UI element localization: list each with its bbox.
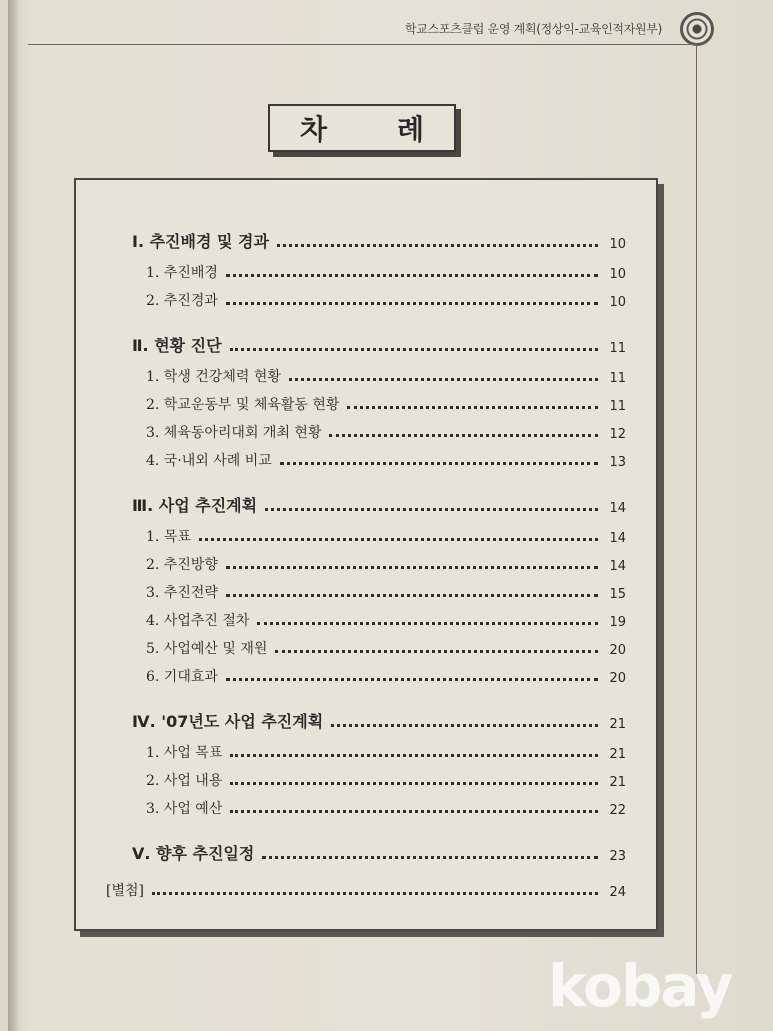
- toc-subsection-entry: [146, 636, 626, 658]
- toc-subsection-entry: [146, 796, 626, 818]
- toc-entry-label: [별첨]: [106, 883, 144, 899]
- dot-leader: [329, 434, 598, 437]
- toc-entry-label: Ⅳ. '07년도 사업 추진계획: [132, 712, 324, 731]
- header-divider: [28, 44, 696, 45]
- dot-leader: [226, 302, 598, 305]
- toc-entry-label: 5. 사업예산 및 재원: [146, 641, 268, 657]
- dot-leader: [152, 892, 598, 895]
- toc-page-number: 20: [609, 671, 626, 686]
- toc-entry-label: 3. 체육동아리대회 개최 현황: [146, 425, 322, 441]
- toc-page-number: 19: [609, 615, 626, 630]
- toc-entry-label: 2. 추진경과: [146, 293, 218, 309]
- dot-leader: [275, 650, 598, 653]
- toc-subsection-entry: [146, 260, 626, 282]
- dot-leader: [226, 678, 598, 681]
- toc-subsection-entry: [146, 768, 626, 790]
- toc-title-char-1: 차: [299, 113, 327, 146]
- toc-entry-label: 6. 기대효과: [146, 669, 218, 685]
- toc-section-entry: [132, 494, 626, 516]
- toc-appendix-entry: [106, 878, 626, 900]
- toc-page-number: 21: [609, 717, 626, 732]
- toc-entry-label: 2. 추진방향: [146, 557, 218, 573]
- toc-page-number: 20: [609, 643, 626, 658]
- binding-gutter: [8, 0, 18, 1031]
- toc-title: [268, 104, 456, 152]
- toc-subsection-entry: [146, 420, 626, 442]
- toc-page-number: 12: [609, 427, 626, 442]
- table-of-contents: [76, 180, 656, 929]
- dot-leader: [230, 754, 598, 757]
- toc-page-number: 13: [609, 455, 626, 470]
- toc-page-number: 24: [609, 885, 626, 900]
- toc-subsection-entry: [146, 448, 626, 470]
- dot-leader: [257, 622, 598, 625]
- toc-entry-label: Ⅲ. 사업 추진계획: [132, 496, 258, 515]
- toc-subsection-entry: [146, 364, 626, 386]
- toc-entry-label: 4. 국·내외 사례 비교: [146, 453, 272, 469]
- dot-leader: [230, 348, 598, 351]
- margin-divider: [696, 44, 697, 974]
- toc-page-number: 23: [609, 849, 626, 864]
- toc-subsection-entry: [146, 740, 626, 762]
- dot-leader: [230, 782, 598, 785]
- toc-section-entry: [132, 334, 626, 356]
- toc-subsection-entry: [146, 552, 626, 574]
- toc-page-number: 21: [609, 775, 626, 790]
- toc-subsection-entry: [146, 580, 626, 602]
- toc-page-number: 10: [609, 237, 626, 252]
- dot-leader: [289, 378, 598, 381]
- toc-entry-label: 2. 학교운동부 및 체육활동 현황: [146, 397, 340, 413]
- toc-entry-label: 1. 추진배경: [146, 265, 218, 281]
- toc-entry-label: 1. 목표: [146, 529, 191, 545]
- toc-entry-label: 4. 사업추진 절차: [146, 613, 250, 629]
- toc-frame: [74, 178, 658, 931]
- toc-page-number: 21: [609, 747, 626, 762]
- toc-entry-label: 3. 추진전략: [146, 585, 218, 601]
- dot-leader: [347, 406, 598, 409]
- toc-entry-label: 3. 사업 예산: [146, 801, 223, 817]
- toc-entry-label: Ⅰ. 추진배경 및 경과: [132, 232, 269, 251]
- toc-page-number: 10: [609, 267, 626, 282]
- toc-page-number: 11: [609, 399, 626, 414]
- toc-subsection-entry: [146, 664, 626, 686]
- toc-page-number: 10: [609, 295, 626, 310]
- toc-subsection-entry: [146, 524, 626, 546]
- toc-page-number: 14: [609, 531, 626, 546]
- dot-leader: [277, 244, 598, 247]
- dot-leader: [199, 538, 598, 541]
- dot-leader: [226, 594, 598, 597]
- document-page: [8, 0, 773, 1031]
- toc-subsection-entry: [146, 392, 626, 414]
- running-header: 학교스포츠클럽 운영 계획(정상익-교육인적자원부): [405, 22, 662, 36]
- toc-entry-label: 1. 사업 목표: [146, 745, 223, 761]
- header-emblem-icon: [680, 12, 714, 46]
- toc-entry-label: 2. 사업 내용: [146, 773, 223, 789]
- dot-leader: [226, 566, 598, 569]
- dot-leader: [226, 274, 598, 277]
- toc-title-char-2: 례: [397, 113, 425, 146]
- toc-page-number: 14: [609, 559, 626, 574]
- watermark-logo: kobay: [548, 952, 732, 1020]
- toc-entry-label: 1. 학생 건강체력 현황: [146, 369, 281, 385]
- toc-entry-label: Ⅱ. 현황 진단: [132, 336, 222, 355]
- dot-leader: [331, 724, 598, 727]
- dot-leader: [262, 856, 598, 859]
- toc-section-entry: [132, 230, 626, 252]
- toc-section-entry: [132, 710, 626, 732]
- toc-page-number: 22: [609, 803, 626, 818]
- toc-page-number: 11: [609, 341, 626, 356]
- toc-subsection-entry: [146, 608, 626, 630]
- dot-leader: [230, 810, 598, 813]
- dot-leader: [265, 508, 598, 511]
- toc-entry-label: Ⅴ. 향후 추진일정: [132, 844, 255, 863]
- toc-page-number: 11: [609, 371, 626, 386]
- toc-page-number: 14: [609, 501, 626, 516]
- toc-page-number: 15: [609, 587, 626, 602]
- toc-subsection-entry: [146, 288, 626, 310]
- toc-section-entry: [132, 842, 626, 864]
- dot-leader: [280, 462, 598, 465]
